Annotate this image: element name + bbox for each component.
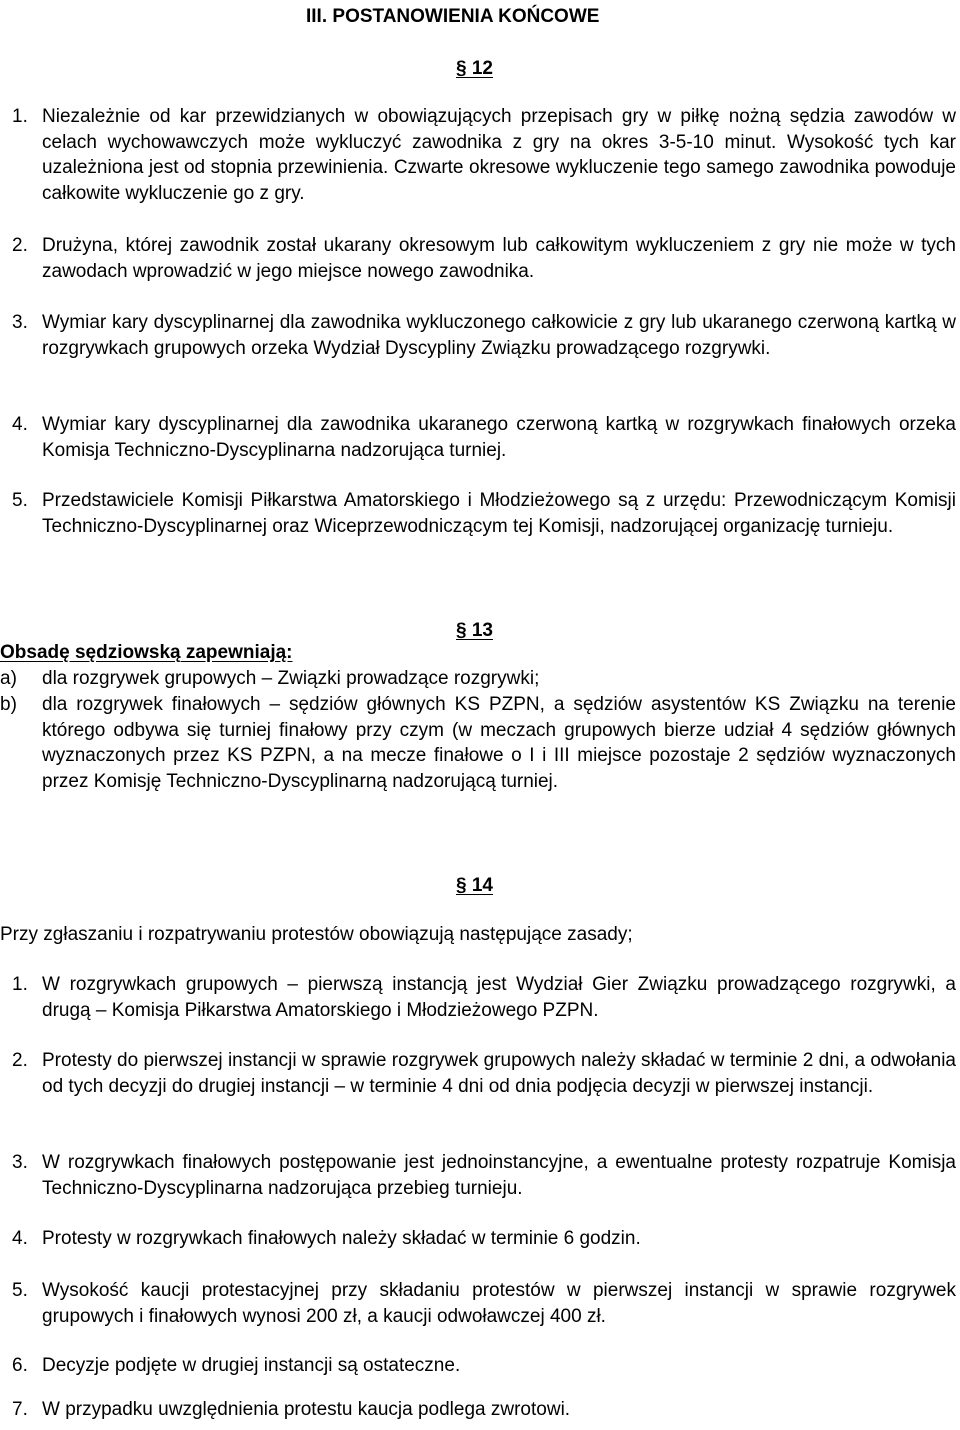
item-text: Protesty do pierwszej instancji w sprawie rozgrywek grupowych należy składać w terminie 2 dni, a odwołania od tych decyzji do drugiej instancji – w terminie 4 dni od dnia podjęcia decyzji w pierwszej instancji. (42, 1050, 956, 1097)
section-14-intro: Przy zgłaszaniu i rozpatrywaniu protestów obowiązują następujące zasady; (0, 924, 633, 945)
item-number: 7. (12, 1399, 28, 1420)
chapter-title: III. POSTANOWIENIA KOŃCOWE (306, 6, 600, 27)
item-number: 3. (12, 1152, 28, 1173)
item-text: W przypadku uwzględnienia protestu kaucja podlega zwrotowi. (42, 1399, 571, 1420)
item-text: Wymiar kary dyscyplinarnej dla zawodnika ukaranego czerwoną kartką w rozgrywkach finałowych orzeka Komisja Techniczno-Dyscyplinarna nadzorująca turniej. (42, 414, 956, 461)
item-number: 3. (12, 312, 28, 333)
item-number: 2. (12, 1050, 28, 1071)
section-13-mark: § 13 (456, 620, 493, 641)
item-text: W rozgrywkach finałowych postępowanie jest jednoinstancyjne, a ewentualne protesty rozpatruje Komisja Techniczno-Dyscyplinarna nadzorująca przebieg turnieju. (42, 1152, 956, 1199)
heading-underlined: Obsadę sędziowską (0, 642, 181, 663)
item-label: b) (0, 694, 17, 715)
item-text: dla rozgrywek finałowych – sędziów głównych KS PZPN, a sędziów asystentów KS Związku na terenie którego odbywa się turniej finałowy przy czym (w meczach grupowych bierze udział 4 sędziów głównych wyznaczonych przez KS PZPN, a na mecze finałowe o I i III miejsce pozostaje 2 sędziów wyznaczonych przez Komisję Techniczno-Dyscyplinarną nadzorującą turniej. (42, 694, 956, 792)
section-14-mark: § 14 (456, 875, 493, 896)
item-number: 1. (12, 106, 28, 127)
section-12-mark: § 12 (456, 58, 493, 79)
item-number: 1. (12, 974, 28, 995)
item-text: Protesty w rozgrywkach finałowych należy składać w terminie 6 godzin. (42, 1228, 641, 1249)
item-text: Drużyna, której zawodnik został ukarany okresowym lub całkowitym wykluczeniem z gry nie może w tych zawodach wprowadzić w jego miejsce nowego zawodnika. (42, 235, 956, 282)
item-number: 5. (12, 490, 28, 511)
item-number: 5. (12, 1280, 28, 1301)
item-text: dla rozgrywek grupowych – Związki prowadzące rozgrywki; (42, 668, 540, 689)
item-text: Przedstawiciele Komisji Piłkarstwa Amatorskiego i Młodzieżowego są z urzędu: Przewodniczącym Komisji Techniczno-Dyscyplinarnej oraz Wiceprzewodniczącym tej Komisji, nadzorującej organizację turnieju. (42, 490, 956, 537)
item-text: Wysokość kaucji protestacyjnej przy składaniu protestów w pierwszej instancji w sprawie rozgrywek grupowych i finałowych wynosi 200 zł, a kaucji odwoławczej 400 zł. (42, 1280, 956, 1327)
item-number: 4. (12, 414, 28, 435)
item-text: W rozgrywkach grupowych – pierwszą instancją jest Wydział Gier Związku prowadzącego rozgrywki, a drugą – Komisja Piłkarstwa Amatorskiego i Młodzieżowego PZPN. (42, 974, 956, 1021)
item-number: 6. (12, 1355, 28, 1376)
item-number: 2. (12, 235, 28, 256)
item-text: Niezależnie od kar przewidzianych w obowiązujących przepisach gry w piłkę nożną sędzia zawodów w celach wychowawczych może wykluczyć zawodnika z gry na okres 3-5-10 minut. Wysokość tych kar uzależniona jest od stopnia przewinienia. Czwarte okresowe wykluczenie tego samego zawodnika powoduje całkowite wykluczenie go z gry. (42, 106, 956, 204)
section-13-heading (0, 640, 293, 666)
item-label: a) (0, 668, 17, 689)
item-number: 4. (12, 1228, 28, 1249)
item-text: Decyzje podjęte w drugiej instancji są ostateczne. (42, 1355, 461, 1376)
heading-rest: zapewniają: (180, 642, 293, 663)
item-text: Wymiar kary dyscyplinarnej dla zawodnika wykluczonego całkowicie z gry lub ukaranego czerwoną kartką w rozgrywkach grupowych orzeka Wydział Dyscypliny Związku prowadzącego rozgrywki. (42, 312, 956, 359)
